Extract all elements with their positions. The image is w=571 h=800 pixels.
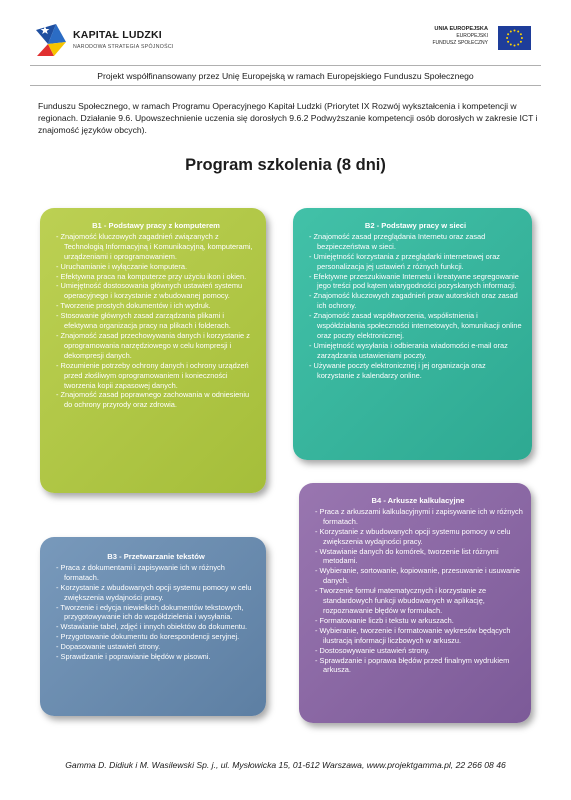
- list-item: - Sprawdzanie i poprawa błędów przed finalnym wydrukiem arkusza.: [313, 656, 523, 676]
- kapital-ludzki-logo-icon: [34, 22, 68, 58]
- list-item: - Formatowanie liczb i tekstu w arkuszach.: [313, 616, 523, 626]
- list-item: - Umiejętność wysyłania i odbierania wiadomości e-mail oraz zarządzania ustawieniami poczty.: [307, 341, 524, 361]
- card-title: B1 - Podstawy pracy z komputerem: [92, 221, 220, 230]
- card-title: B4 - Arkusze kalkulacyjne: [371, 496, 465, 505]
- header-divider-bottom: [30, 85, 541, 86]
- list-item: - Znajomość kluczowych zagadnień praw autorskich oraz zasad ich ochrony.: [307, 291, 524, 311]
- list-item: - Korzystanie z wbudowanych opcji systemu pomocy w celu zwiększenia wydajności pracy.: [54, 583, 258, 603]
- card-title: B3 - Przetwarzanie tekstów: [107, 552, 205, 561]
- list-item: - Wstawianie tabel, zdjęć i innych obiektów do dokumentu.: [54, 622, 258, 632]
- header-divider-top: [30, 65, 541, 66]
- list-item: - Stosowanie głównych zasad zarządzania plikami i efektywna organizacja pracy na plikach i folderach.: [54, 311, 258, 331]
- list-item: - Efektywna praca na komputerze przy użyciu ikon i okien.: [54, 272, 258, 282]
- eu-label: [432, 26, 488, 47]
- list-item: - Tworzenie formuł matematycznych i korzystanie ze standardowych funkcji wbudowanych w aplikację, rozpoznawanie błędów w formułach.: [313, 586, 523, 616]
- eu-flag-icon: [498, 26, 531, 50]
- project-funding-line: Projekt współfinansowany przez Unię Europejską w ramach Europejskiego Funduszu Społecznego: [97, 71, 474, 81]
- list-item: - Znajomość zasad poprawnego zachowania w odniesieniu do ochrony przyrody oraz zdrowia.: [54, 390, 258, 410]
- list-item: - Przygotowanie dokumentu do korespondencji seryjnej.: [54, 632, 258, 642]
- list-item: - Znajomość kluczowych zagadnień związanych z Technologią Informacyjną i Komunikacyjną, komputerami, urządzeniami i oprogramowaniem.: [54, 232, 258, 262]
- card-b4-spreadsheets: [299, 483, 531, 723]
- list-item: - Znajomość zasad przechowywania danych i korzystanie z oprogramowania narzędziowego w celu kompresji i dekompresji danych.: [54, 331, 258, 361]
- footer-contact: Gamma D. Didiuk i M. Wasilewski Sp. j., ul. Mysłowicka 15, 01-612 Warszawa, www.projektgamma.pl, 22 266 08 46: [65, 760, 506, 770]
- page-header: [0, 0, 571, 70]
- list-item: - Praca z arkuszami kalkulacyjnymi i zapisywanie ich w różnych formatach.: [313, 507, 523, 527]
- intro-paragraph: Funduszu Społecznego, w ramach Programu Operacyjnego Kapitał Ludzki (Priorytet IX Rozwój wykształcenia i kompetencji w regionach. Działanie 9.6. Upowszechnienie uczenia się dorosłych 9.6.2 Podwyższanie kompetencji osób dorosłych w zakresie ICT i znajomość języków obcych).: [38, 101, 538, 135]
- list-item: - Znajomość zasad współtworzenia, współistnienia i współdziałania społeczności internetowych, komunikacji online oraz poczty elektronicznej.: [307, 311, 524, 341]
- card-b1-computer-basics: [40, 208, 266, 493]
- list-item: - Korzystanie z wbudowanych opcji systemu pomocy w celu zwiększenia wydajności pracy.: [313, 527, 523, 547]
- logo-title: KAPITAŁ LUDZKI: [73, 29, 162, 41]
- logo-subtitle: NARODOWA STRATEGIA SPÓJNOŚCI: [73, 44, 174, 50]
- list-item: - Rozumienie potrzeby ochrony danych i ochrony urządzeń przed złośliwym oprogramowaniem i konieczności tworzenia kopii zapasowej danych.: [54, 361, 258, 391]
- card-item-list: [313, 507, 523, 675]
- list-item: - Dopasowanie ustawień strony.: [54, 642, 258, 652]
- list-item: - Wybieranie, tworzenie i formatowanie wykresów będących ilustracją informacji liczbowych w arkuszu.: [313, 626, 523, 646]
- eu-line-2: EUROPEJSKI: [456, 33, 488, 39]
- card-b2-network-basics: [293, 208, 532, 460]
- list-item: - Używanie poczty elektronicznej i jej organizacja oraz korzystanie z kalendarzy online.: [307, 361, 524, 381]
- list-item: - Praca z dokumentami i zapisywanie ich w różnych formatach.: [54, 563, 258, 583]
- list-item: - Uruchamianie i wyłączanie komputera.: [54, 262, 258, 272]
- card-item-list: [54, 232, 258, 410]
- list-item: - Efektywne przeszukiwanie Internetu i kreatywne segregowanie jego treści pod kątem wiarygodności pozyskanych informacji.: [307, 272, 524, 292]
- card-item-list: [54, 563, 258, 662]
- list-item: - Umiejętność korzystania z przeglądarki internetowej oraz personalizacja jej ustawień z różnych funkcji.: [307, 252, 524, 272]
- list-item: - Umiejętność dostosowania głównych ustawień systemu operacyjnego i korzystanie z wbudowanej pomocy.: [54, 281, 258, 301]
- eu-line-1: UNIA EUROPEJSKA: [434, 26, 488, 32]
- list-item: - Tworzenie i edycja niewielkich dokumentów tekstowych, przygotowywanie ich do współdzielenia i wysyłania.: [54, 603, 258, 623]
- list-item: - Znajomość zasad przeglądania Internetu oraz zasad bezpieczeństwa w sieci.: [307, 232, 524, 252]
- card-b3-word-processing: [40, 537, 266, 716]
- list-item: - Tworzenie prostych dokumentów i ich wydruk.: [54, 301, 258, 311]
- list-item: - Dostosowywanie ustawień strony.: [313, 646, 523, 656]
- card-item-list: [307, 232, 524, 381]
- list-item: - Sprawdzanie i poprawianie błędów w pisowni.: [54, 652, 258, 662]
- eu-line-3: FUNDUSZ SPOŁECZNY: [432, 40, 488, 46]
- page-title: Program szkolenia (8 dni): [185, 156, 386, 174]
- card-title: B2 - Podstawy pracy w sieci: [364, 221, 467, 230]
- list-item: - Wstawianie danych do komórek, tworzenie list różnymi metodami.: [313, 547, 523, 567]
- list-item: - Wybieranie, sortowanie, kopiowanie, przesuwanie i usuwanie danych.: [313, 566, 523, 586]
